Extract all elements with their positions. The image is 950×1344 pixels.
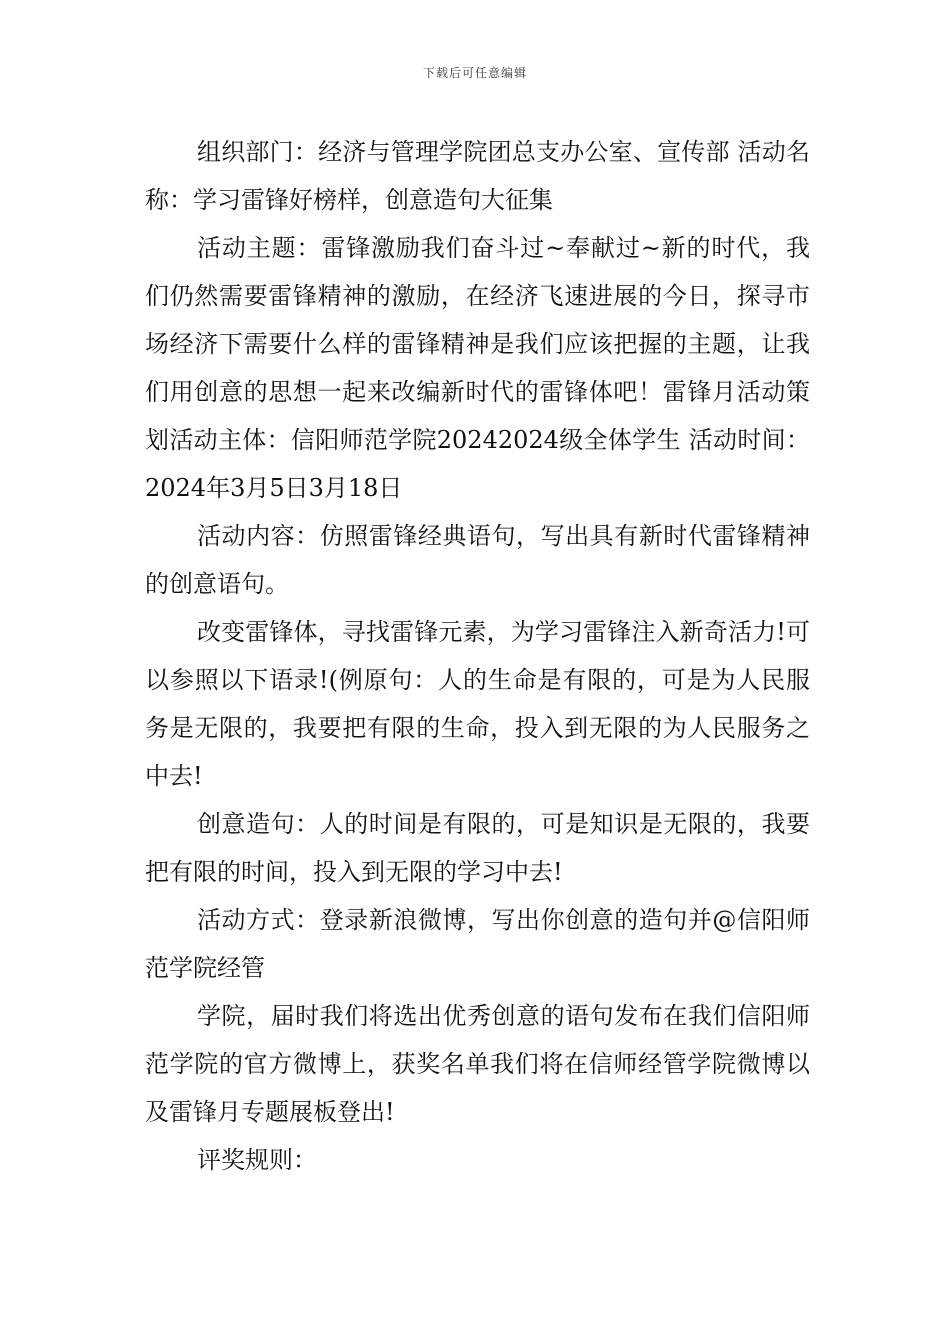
paragraph-organizer: 组织部门：经济与管理学院团总支办公室、宣传部 活动名称：学习雷锋好榜样，创意造句大征集 xyxy=(145,138,810,214)
page-header-note: 下载后可任意编辑 xyxy=(422,66,527,80)
paragraph-rules: 评奖规则： xyxy=(197,1146,317,1174)
paragraph-theme: 活动主题：雷锋激励我们奋斗过~奉献过~新的时代，我们仍然需要雷锋精神的激励，在经济飞速进展的今日，探寻市场经济下需要什么样的雷锋精神是我们应该把握的主题，让我们用创意的思想一起来改编新时代的雷锋体吧！雷锋月活动策划活动主体：信阳师范学院20242024级全体学生 活动时间：2024年3月5日3月18日 xyxy=(145,234,810,502)
paragraph-method: 活动方式：登录新浪微博，写出你创意的造句并@信阳师范学院经管 xyxy=(145,906,810,982)
paragraph-content: 活动内容：仿照雷锋经典语句，写出具有新时代雷锋精神的创意语句。 xyxy=(145,522,810,598)
paragraph-example: 改变雷锋体，寻找雷锋元素，为学习雷锋注入新奇活力!可以参照以下语录!(例原句：人的生命是有限的，可是为人民服务是无限的，我要把有限的生命，投入到无限的为人民服务之中去! xyxy=(145,618,810,790)
paragraph-announcement: 学院，届时我们将选出优秀创意的语句发布在我们信阳师范学院的官方微博上，获奖名单我们将在信师经管学院微博以及雷锋月专题展板登出! xyxy=(145,1002,810,1126)
paragraph-creative-sentence: 创意造句：人的时间是有限的，可是知识是无限的，我要把有限的时间，投入到无限的学习中去! xyxy=(145,810,810,886)
document-body xyxy=(145,128,810,1184)
